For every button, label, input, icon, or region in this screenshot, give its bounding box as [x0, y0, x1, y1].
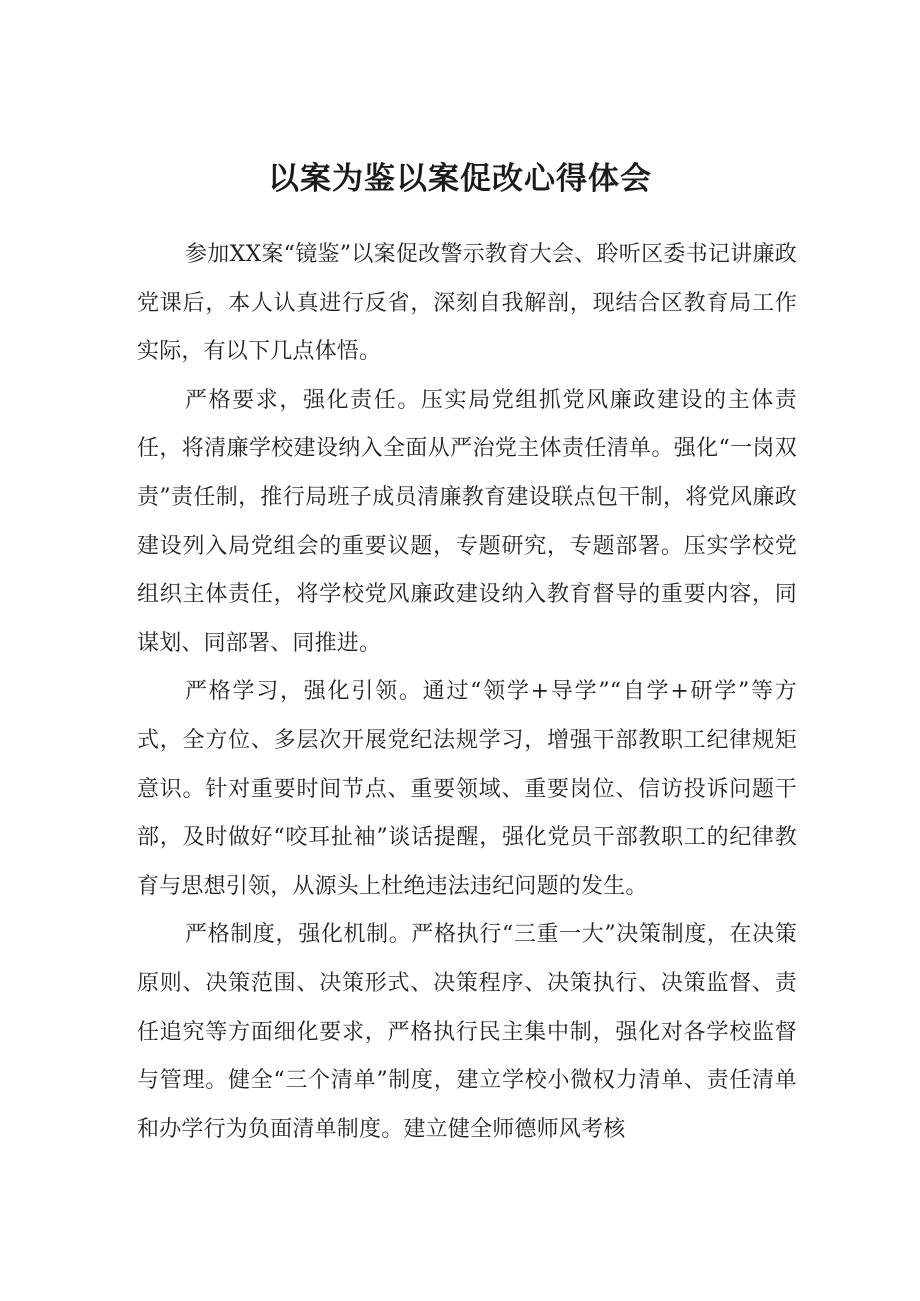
- paragraph-system: 严格制度，强化机制。严格执行“三重一大”决策制度，在决策原则、决策范围、决策形式、决策程序、决策执行、决策监督、责任追究等方面细化要求，严格执行民主集中制，强化对各学校监督与管理。健全“三个清单”制度，建立学校小微权力清单、责任清单和办学行为负面清单制度。建立健全师德师风考核: [137, 922, 797, 1142]
- document-body: [137, 231, 797, 1154]
- document-title: 以案为鉴以案促改心得体会: [268, 160, 652, 197]
- paragraph-responsibility: 严格要求，强化责任。压实局党组抓党风廉政建设的主体责任，将清廉学校建设纳入全面从严治党主体责任清单。强化“一岗双责”责任制，推行局班子成员清廉教育建设联点包干制，将党风廉政建设列入局党组会的重要议题，专题研究，专题部署。压实学校党组织主体责任，将学校党风廉政建设纳入教育督导的重要内容，同谋划、同部署、同推进。: [137, 387, 797, 656]
- paragraph-study: 严格学习，强化引领。通过“领学+导学”“自学+研学”等方式，全方位、多层次开展党纪法规学习，增强干部教职工纪律规矩意识。针对重要时间节点、重要领域、重要岗位、信访投诉问题干部，及时做好“咬耳扯袖”谈话提醒，强化党员干部教职工的纪律教育与思想引领，从源头上杜绝违法违纪问题的发生。: [137, 679, 797, 899]
- paragraph-intro: 参加XX案“镜鉴”以案促改警示教育大会、聆听区委书记讲廉政党课后，本人认真进行反省，深刻自我解剖，现结合区教育局工作实际，有以下几点体悟。: [137, 242, 797, 365]
